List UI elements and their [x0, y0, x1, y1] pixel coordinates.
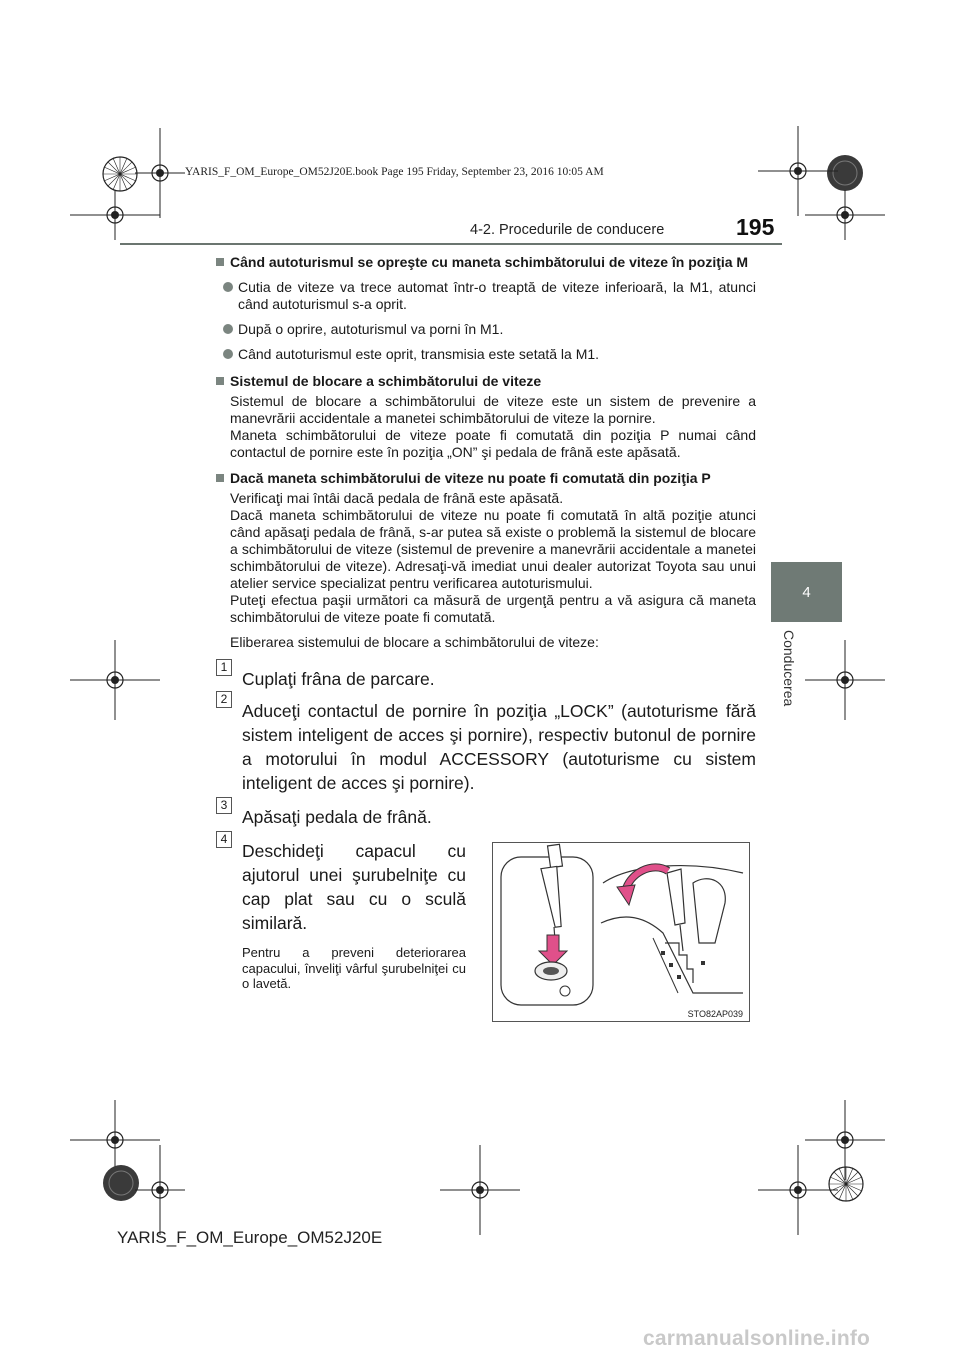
registration-mark-bottom-right	[822, 1160, 870, 1208]
note-heading: Sistemul de blocare a schimbătorului de viteze	[216, 373, 756, 390]
chapter-label: Conducerea	[781, 630, 797, 707]
paragraph: Sistemul de blocare a schimbătorului de viteze este un sistem de prevenire a manevrării accidentale a manetei schimbătorului de viteze la pornire.	[230, 393, 756, 426]
paragraph: Dacă maneta schimbătorului de viteze nu poate fi comutată în altă poziţie atunci când apăsaţi pedala de frână, s-ar putea să existe o problemă la sistemul de blocare a schimbătorului de viteze (sistemul de prevenire a manevrării accidentale a manetei schimbătorului de viteze). Adresaţi-vă imediat unui dealer autorizat Toyota sau unui atelier service specializat pentru verificarea autoturismului.	[230, 507, 756, 591]
figure-code: STO82AP039	[687, 1009, 743, 1019]
step-4: 4 Deschideţi capacul cu ajutorul unei şurubelniţe cu cap plat sau cu o sculă similară.	[216, 839, 466, 935]
step-4-column	[216, 832, 466, 992]
circle-bullet-icon	[223, 349, 233, 359]
circle-bullet-icon	[223, 324, 233, 334]
paragraph: Maneta schimbătorului de viteze poate fi comutată din poziţia P numai când contactul de pornire este în poziţia „ON” şi pedala de frână este apăsată.	[230, 427, 756, 460]
crosshair-mark-right-middle	[805, 640, 885, 720]
square-bullet-icon	[216, 377, 224, 385]
section-title: 4-2. Procedurile de conducere	[470, 222, 665, 238]
paragraph: Eliberarea sistemului de blocare a schimbătorului de viteze:	[230, 634, 599, 650]
paragraph: Puteţi efectua paşii următori ca măsură de urgenţă pentru a vă asigura că maneta schimbătorului de viteze poate fi comutată.	[230, 592, 756, 625]
note-heading: Dacă maneta schimbătorului de viteze nu poate fi comutată din poziţia P	[216, 470, 756, 487]
step-2: 2 Aduceţi contactul de pornire în poziţia „LOCK” (autoturisme fără sistem inteligent de acces şi pornire), respectiv butonul de pornire a motorului în modul ACCESSORY (autoturisme cu sistem inteligent de acces şi pornire).	[216, 699, 756, 795]
header-divider	[120, 243, 782, 245]
step-number-badge: 1	[216, 659, 232, 676]
print-info: YARIS_F_OM_Europe_OM52J20E.book Page 195 Friday, September 23, 2016 10:05 AM	[185, 166, 604, 178]
step-3: 3 Apăsaţi pedala de frână.	[216, 805, 756, 829]
step-note: Pentru a preveni deteriorarea capacului, înveliţi vârful şurubelniţei cu o lavetă.	[242, 945, 466, 991]
circle-bullet-icon	[223, 282, 233, 292]
watermark: carmanualsonline.info	[643, 1327, 871, 1350]
step-number-badge: 3	[216, 797, 232, 814]
step-1: 1 Cuplaţi frâna de parcare.	[216, 667, 756, 691]
shift-lock-release-illustration	[492, 842, 750, 1022]
chapter-tab[interactable]	[771, 562, 842, 622]
step-number-badge: 2	[216, 691, 232, 708]
list-item: După o oprire, autoturismul va porni în M1.	[216, 321, 756, 338]
note-heading: Când autoturismul se opreşte cu maneta schimbătorului de viteze în poziţia M	[216, 254, 756, 271]
document-id: YARIS_F_OM_Europe_OM52J20E	[117, 1228, 383, 1247]
chapter-number: 4	[802, 583, 811, 601]
paragraph: Verificaţi mai întâi dacă pedala de frână este apăsată.	[230, 490, 564, 506]
square-bullet-icon	[216, 474, 224, 482]
shift-console-drawing	[493, 843, 749, 1021]
step-number-badge: 4	[216, 831, 232, 848]
square-bullet-icon	[216, 258, 224, 266]
crosshair-mark-top-center	[135, 128, 185, 218]
list-item: Cutia de viteze va trece automat într-o treaptă de viteze inferioară, la M1, atunci când autoturismul s-a oprit.	[216, 279, 756, 313]
crosshair-mark-right-top	[805, 190, 885, 240]
crosshair-mark-bottom-left-2	[135, 1145, 185, 1235]
page-number: 195	[736, 214, 775, 240]
crosshair-mark-bottom-center	[440, 1145, 520, 1235]
crosshair-mark-left-middle	[70, 640, 160, 720]
list-item: Când autoturismul este oprit, transmisia este setată la M1.	[216, 346, 756, 363]
